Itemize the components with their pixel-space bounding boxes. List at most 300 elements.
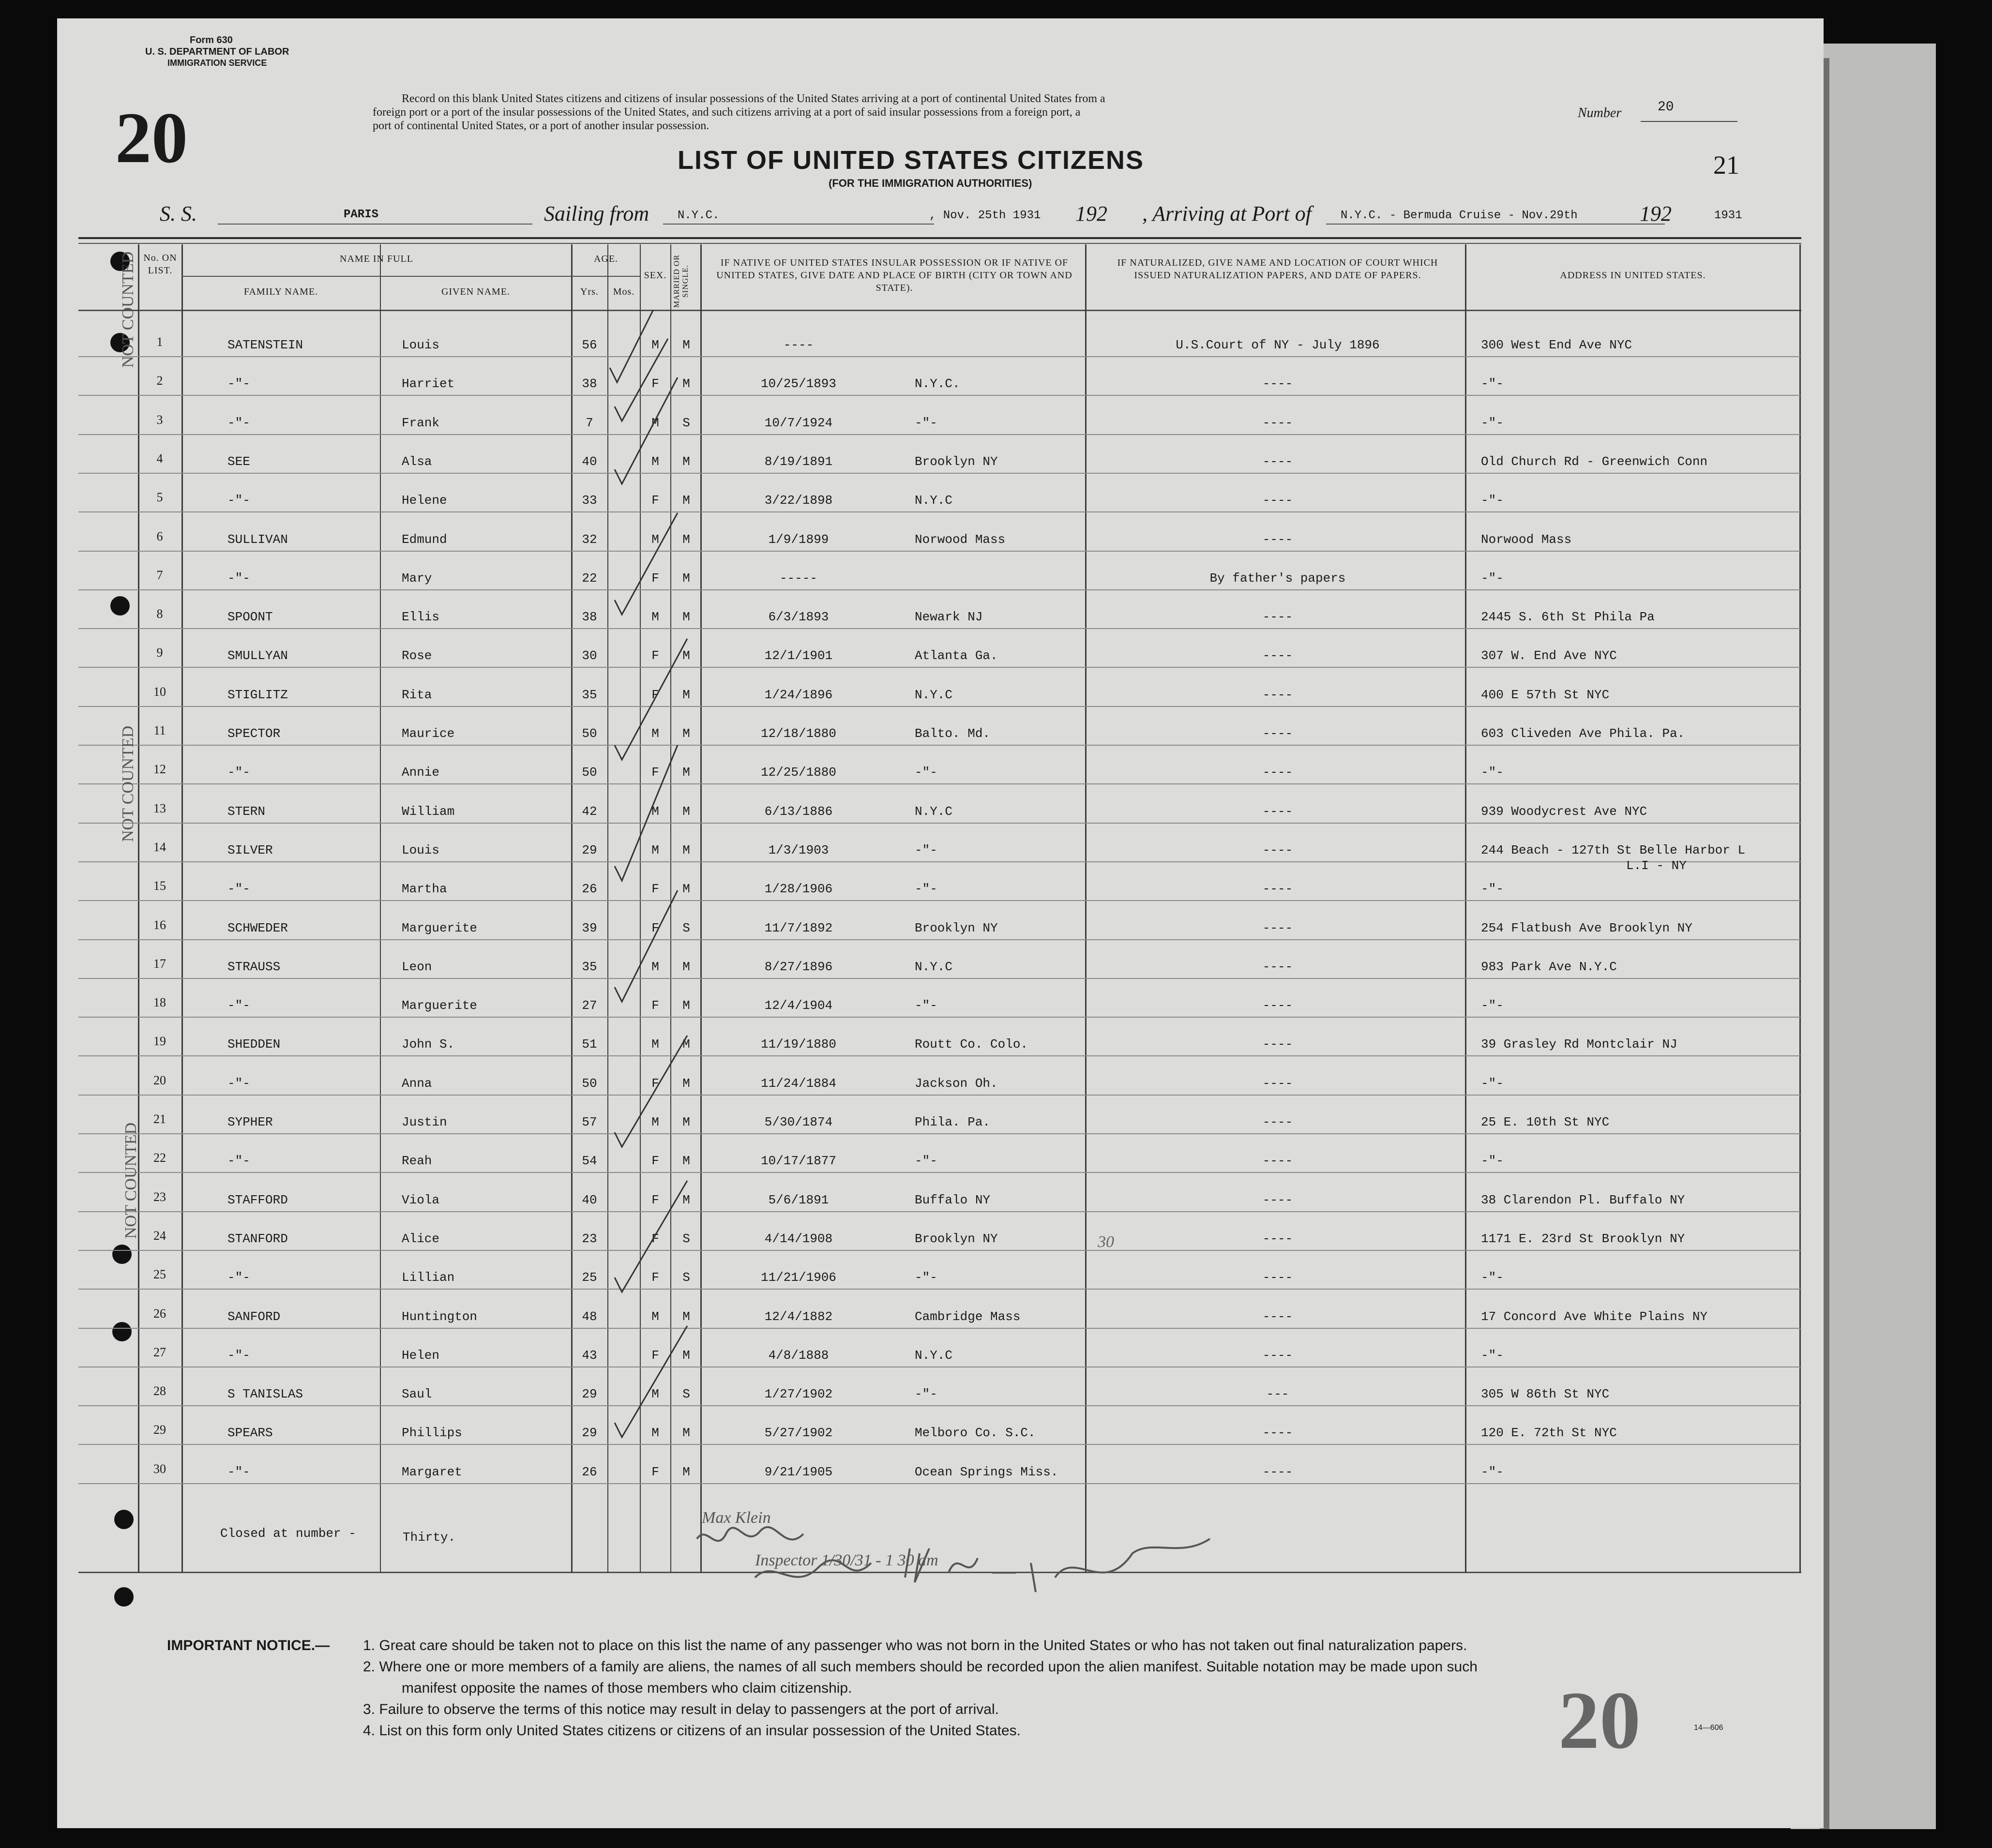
cell-row-number: 12 [153,762,166,777]
cell-naturalization: ---- [1262,454,1293,469]
cell-naturalization: ---- [1262,1426,1293,1441]
cell-age-years: 38 [582,376,597,391]
cell-age-years: 40 [582,454,597,469]
cell-birth-date: 1/28/1906 [764,882,833,897]
cell-sex: M [651,1387,659,1402]
cell-sex: M [651,1309,659,1324]
cell-sex: F [651,571,659,586]
inspector-text: Inspector 1/30/31 - 1 30 am [755,1551,938,1569]
cell-marital-status: S [682,1231,690,1246]
cell-family-name: SILVER [227,842,273,857]
cell-address: -"- [1481,493,1504,508]
cell-sex: F [651,765,659,780]
cell-row-number: 23 [153,1189,166,1204]
sailing-label: Sailing from [544,202,649,225]
cell-birth-place: N.Y.C [915,687,953,702]
header-birth: IF NATIVE OF UNITED STATES INSULAR POSSESSION OR IF NATIVE OF UNITED STATES, GIVE DATE AND PLACE OF BIRTH (CITY OR TOWN AND STATE). [716,257,1072,293]
cell-age-years: 51 [582,1037,597,1052]
row-rule [78,667,1801,668]
cell-given-name: Annie [402,765,440,780]
cell-row-number: 3 [156,412,163,427]
cell-marital-status: S [682,415,690,430]
row-rule [78,1444,1801,1445]
arriving-port: N.Y.C. - Bermuda Cruise - Nov.29th [1341,209,1578,222]
cell-family-name: SMULLYAN [227,648,288,663]
cell-age-years: 35 [582,959,597,974]
footer-stamp-number: 20 [1558,1675,1641,1766]
cell-address: -"- [1481,1154,1504,1169]
cell-address: -"- [1481,882,1504,897]
cell-given-name: Louis [402,338,440,352]
cell-given-name: Rose [402,648,432,663]
cell-birth-date: 11/7/1892 [764,920,833,935]
row-rule [78,978,1801,979]
row-rule [78,1250,1801,1251]
arriving-year: 1931 [1714,209,1742,222]
signature-text: Max Klein [702,1509,771,1527]
row-rule [78,1055,1801,1056]
cell-row-number: 14 [153,840,166,854]
cell-address: 603 Cliveden Ave Phila. Pa. [1481,726,1685,741]
cell-marital-status: M [682,842,690,857]
cell-birth-date: 5/27/1902 [764,1426,833,1441]
cell-family-name: -"- [227,1464,250,1479]
ss-label: S. S. [160,202,197,225]
cell-sex: F [651,493,659,508]
cell-marital-status: M [682,726,690,741]
cell-age-years: 27 [582,998,597,1013]
cell-marital-status: M [682,959,690,974]
cell-birth-place: Melboro Co. S.C. [915,1426,1036,1441]
cell-sex: M [651,726,659,741]
page-title: LIST OF UNITED STATES CITIZENS [678,146,1144,175]
cell-row-number: 16 [153,917,166,932]
cell-age-years: 30 [582,648,597,663]
cell-given-name: Phillips [402,1426,462,1441]
cell-age-years: 32 [582,532,597,547]
cell-address: 939 Woodycrest Ave NYC [1481,804,1647,819]
cell-marital-status: M [682,1309,690,1324]
cell-age-years: 57 [582,1115,597,1129]
cell-birth-place: -"- [915,842,937,857]
cell-naturalization: ---- [1262,842,1293,857]
cell-birth-date: 1/9/1899 [768,532,829,547]
ship-name: PARIS [344,208,379,221]
cell-address: -"- [1481,765,1504,780]
header-bottom-border [78,310,1801,311]
cell-birth-date: 12/25/1880 [760,765,837,780]
cell-marital-status: S [682,1270,690,1285]
row-rule [78,1211,1801,1212]
punch-hole [114,1510,134,1529]
cell-given-name: Justin [402,1115,447,1129]
cell-family-name: STIGLITZ [227,687,288,702]
punch-hole [110,596,130,616]
cell-row-number: 29 [153,1423,166,1437]
cell-age-years: 35 [582,687,597,702]
year-label: 192 [1075,202,1107,225]
cell-birth-date: 11/21/1906 [760,1270,837,1285]
row-rule [78,1328,1801,1329]
col-line [1085,244,1087,1573]
cell-given-name: William [402,804,455,819]
cell-address: 2445 S. 6th St Phila Pa [1481,610,1655,625]
cell-sex: M [651,842,659,857]
arriving-underline [1326,224,1665,225]
cell-marital-status: M [682,765,690,780]
cell-birth-date: 12/4/1882 [764,1309,833,1324]
cell-marital-status: M [682,1154,690,1169]
cell-address: Old Church Rd - Greenwich Conn [1481,454,1708,469]
cell-given-name: Mary [402,571,432,586]
header-yrs: Yrs. [580,286,599,297]
cell-age-years: 22 [582,571,597,586]
header-given-name: GIVEN NAME. [441,286,511,297]
cell-address: 120 E. 72th St NYC [1481,1426,1617,1441]
cell-family-name: SPOONT [227,610,273,625]
cell-marital-status: M [682,454,690,469]
cell-sex: F [651,1076,659,1091]
cell-marital-status: M [682,882,690,897]
cell-marital-status: M [682,338,690,352]
punch-hole [112,1322,132,1341]
cell-sex: M [651,959,659,974]
cell-naturalization: ---- [1262,376,1293,391]
cell-naturalization: ---- [1262,493,1293,508]
cell-family-name: -"- [227,882,250,897]
cell-age-years: 50 [582,765,597,780]
header-sex: SEX. [644,270,667,281]
punch-hole [114,1587,134,1607]
cell-family-name: SEE [227,454,250,469]
cell-naturalization: U.S.Court of NY - July 1896 [1176,338,1380,352]
cell-naturalization: ---- [1262,959,1293,974]
cell-age-years: 39 [582,920,597,935]
cell-family-name: S TANISLAS [227,1387,303,1402]
cell-address: -"- [1481,998,1504,1013]
sailing-from: N.Y.C. [678,209,720,222]
cell-marital-status: S [682,1387,690,1402]
cell-sex: F [651,1231,659,1246]
col-line [571,244,573,1573]
cell-address-continued: L.I - NY [1626,858,1687,873]
cell-sex: F [651,687,659,702]
cell-given-name: Helene [402,493,447,508]
cell-naturalization: ---- [1262,882,1293,897]
cell-given-name: Lillian [402,1270,455,1285]
cell-age-years: 25 [582,1270,597,1285]
cell-birth-date: 5/30/1874 [764,1115,833,1129]
cell-age-years: 40 [582,1192,597,1207]
cell-birth-place: N.Y.C [915,493,953,508]
cell-given-name: Viola [402,1192,440,1207]
cell-birth-date: 8/19/1891 [764,454,833,469]
header-address: ADDRESS IN UNITED STATES. [1560,270,1706,281]
cell-family-name: -"- [227,571,250,586]
cell-marital-status: M [682,493,690,508]
arriving-label: , Arriving at Port of [1142,202,1312,225]
cell-sex: M [651,1037,659,1052]
row-rule [78,823,1801,824]
cell-birth-date: 5/6/1891 [768,1192,829,1207]
cell-birth-place: N.Y.C [915,804,953,819]
cell-sex: M [651,804,659,819]
cell-birth-date: 3/22/1898 [764,493,833,508]
cell-birth-date: 12/1/1901 [764,648,833,663]
cell-address: -"- [1481,571,1504,586]
number-label: Number [1578,105,1622,120]
cell-sex: F [651,1154,659,1169]
cell-given-name: Marguerite [402,998,478,1013]
cell-family-name: -"- [227,765,250,780]
cell-naturalization: ---- [1262,1115,1293,1129]
cell-row-number: 7 [156,568,163,582]
cell-birth-date: 1/3/1903 [768,842,829,857]
cell-age-years: 38 [582,610,597,625]
cell-sex: M [651,415,659,430]
cell-row-number: 5 [156,490,163,505]
row-rule [78,1483,1801,1484]
cell-birth-date: 10/17/1877 [760,1154,837,1169]
notice-item-2b: manifest opposite the names of those members who claim citizenship. [402,1680,852,1696]
cell-family-name: -"- [227,1154,250,1169]
cell-age-years: 33 [582,493,597,508]
cell-given-name: Frank [402,415,440,430]
cell-row-number: 8 [156,607,163,621]
cell-sex: F [651,998,659,1013]
cell-naturalization: ---- [1262,1154,1293,1169]
cell-birth-place: Cambridge Mass [915,1309,1021,1324]
cell-birth-date: 6/3/1893 [768,610,829,625]
cell-address: 1171 E. 23rd St Brooklyn NY [1481,1231,1685,1246]
row-rule [78,628,1801,629]
not-counted-mark: NOT COUNTED [119,251,137,368]
cell-marital-status: M [682,687,690,702]
cell-age-years: 26 [582,882,597,897]
cell-naturalization: ---- [1262,1231,1293,1246]
punch-hole [112,1245,132,1264]
cell-family-name: SULLIVAN [227,532,288,547]
service: IMMIGRATION SERVICE [167,58,267,68]
cell-row-number: 4 [156,451,163,466]
cell-given-name: Marguerite [402,920,478,935]
cell-row-number: 19 [153,1034,166,1049]
cell-sex: F [651,648,659,663]
col-line [1799,244,1801,1573]
check-marks [595,310,716,1510]
cell-age-years: 50 [582,726,597,741]
not-counted-mark: NOT COUNTED [122,1122,140,1239]
cell-row-number: 6 [156,529,163,543]
row-rule [78,473,1801,474]
cell-naturalization: ---- [1262,726,1293,741]
cell-row-number: 28 [153,1384,166,1398]
row-rule [78,395,1801,396]
department: U. S. DEPARTMENT OF LABOR [145,46,289,57]
cell-given-name: Edmund [402,532,447,547]
cell-naturalization: ---- [1262,610,1293,625]
header-married-single: MARRIED OR SINGLE. [673,254,690,308]
instructions: Record on this blank United States citizens and citizens of insular possessions of the United States arriving at a port of continental United States from a foreign port or a port of the insular possessions of the United States, and such citizens arriving at a port of said insular possessions from a foreign port, a port of continental United States, or a port of another insular possession. [373,92,1105,132]
cell-given-name: Leon [402,959,432,974]
cell-marital-status: M [682,804,690,819]
col-line [1465,244,1466,1573]
ship-underline [218,224,532,225]
cell-naturalization: --- [1266,1387,1289,1402]
form-number: Form 630 [190,35,233,45]
cell-marital-status: M [682,1426,690,1441]
sailing-date: , Nov. 25th 1931 [929,209,1041,222]
row-rule [78,783,1801,784]
cell-address: -"- [1481,1464,1504,1479]
closed-at-value: Thirty. [403,1530,456,1545]
cell-sex: F [651,1348,659,1363]
cell-family-name: SPECTOR [227,726,281,741]
row-rule [78,900,1801,901]
cell-row-number: 20 [153,1073,166,1087]
cell-sex: M [651,338,659,352]
cell-naturalization: ---- [1262,532,1293,547]
table-top-border [78,237,1801,239]
cell-row-number: 22 [153,1151,166,1165]
row-rule [78,1172,1801,1173]
cell-naturalization: ---- [1262,687,1293,702]
cell-naturalization: ---- [1262,920,1293,935]
cell-family-name: -"- [227,1076,250,1091]
not-counted-mark: NOT COUNTED [119,725,137,842]
cell-row-number: 13 [153,801,166,815]
cell-given-name: Reah [402,1154,432,1169]
cell-address: -"- [1481,1076,1504,1091]
header-no: No. ON LIST. [143,253,177,276]
cell-family-name: SHEDDEN [227,1037,281,1052]
cell-age-years: 26 [582,1464,597,1479]
cell-row-number: 9 [156,646,163,660]
cell-row-number: 24 [153,1228,166,1243]
cell-family-name: STAFFORD [227,1192,288,1207]
cell-row-number: 10 [153,684,166,699]
cell-birth-place: Ocean Springs Miss. [915,1464,1058,1479]
cell-marital-status: S [682,920,690,935]
header-family-name: FAMILY NAME. [243,286,318,297]
cell-row-number: 15 [153,879,166,893]
cell-naturalization: ---- [1262,415,1293,430]
notice-heading: IMPORTANT NOTICE.— [167,1638,330,1653]
cell-given-name: Alice [402,1231,440,1246]
cell-naturalization: ---- [1262,1076,1293,1091]
cell-birth-date: 11/19/1880 [760,1037,837,1052]
cell-sex: M [651,532,659,547]
cell-address: 38 Clarendon Pl. Buffalo NY [1481,1192,1685,1207]
cell-birth-place: Brooklyn NY [915,920,998,935]
cell-given-name: Margaret [402,1464,462,1479]
cell-given-name: Anna [402,1076,432,1091]
cell-row-number: 17 [153,956,166,971]
cell-family-name: SYPHER [227,1115,273,1129]
row-rule [78,1017,1801,1018]
cell-birth-place: Phila. Pa. [915,1115,991,1129]
cell-given-name: Rita [402,687,432,702]
cell-marital-status: M [682,998,690,1013]
cell-birth-place: -"- [915,765,937,780]
cell-row-number: 1 [156,335,163,349]
cell-given-name: Huntington [402,1309,478,1324]
cell-address: -"- [1481,376,1504,391]
cell-naturalization: ---- [1262,1348,1293,1363]
cell-birth-place: Routt Co. Colo. [915,1037,1028,1052]
cell-birth-date: 9/21/1905 [764,1464,833,1479]
cell-sex: F [651,1192,659,1207]
cell-row-number: 26 [153,1306,166,1321]
cell-sex: F [651,1464,659,1479]
cell-naturalization: By father's papers [1209,571,1346,586]
row-rule [78,1095,1801,1096]
cell-family-name: SPEARS [227,1426,273,1441]
cell-family-name: -"- [227,1270,250,1285]
cell-row-number: 11 [153,723,166,737]
cell-row-number: 2 [156,374,163,388]
sailing-underline [663,224,934,225]
cell-address: 400 E 57th St NYC [1481,687,1610,702]
row-rule [78,706,1801,707]
cell-sex: F [651,882,659,897]
cell-age-years: 42 [582,804,597,819]
closed-at-label: Closed at number - [220,1526,356,1541]
row-rule [78,939,1801,940]
notice-item-2a: 2. Where one or more members of a family are aliens, the names of all such members should be recorded upon the alien manifest. Suitable notation may be made upon such [363,1659,1478,1675]
cell-sex: F [651,1270,659,1285]
cell-birth-place: N.Y.C [915,1348,953,1363]
note-30: 30 [1098,1233,1114,1251]
row-rule [78,589,1801,590]
row-rule [78,1289,1801,1290]
cell-birth-place: N.Y.C. [915,376,960,391]
cell-age-years: 29 [582,1387,597,1402]
cell-address: 39 Grasley Rd Montclair NJ [1481,1037,1677,1052]
cell-age-years: 29 [582,842,597,857]
cell-given-name: Helen [402,1348,440,1363]
cell-birth-date: 1/27/1902 [764,1387,833,1402]
cell-sex: M [651,1115,659,1129]
cell-age-years: 23 [582,1231,597,1246]
page-subtitle: (FOR THE IMMIGRATION AUTHORITIES) [829,177,1032,189]
stamp-number: 20 [115,98,188,178]
cell-family-name: -"- [227,493,250,508]
cell-birth-date: 11/24/1884 [760,1076,837,1091]
cell-birth-date: 1/24/1896 [764,687,833,702]
cell-family-name: SATENSTEIN [227,338,303,352]
age-subheader-line [571,276,640,277]
cell-birth-place: Jackson Oh. [915,1076,998,1091]
cell-given-name: Ellis [402,610,440,625]
cell-family-name: STERN [227,804,266,819]
cell-birth-date: 4/8/1888 [768,1348,829,1363]
cell-address: 305 W 86th St NYC [1481,1387,1610,1402]
cell-family-name: -"- [227,415,250,430]
row-rule [78,434,1801,435]
cell-birth-place: N.Y.C [915,959,953,974]
cell-age-years: 29 [582,1426,597,1441]
cell-birth-date: 4/14/1908 [764,1231,833,1246]
cell-address: 254 Flatbush Ave Brooklyn NY [1481,920,1692,935]
arriving-year-label: 192 [1640,202,1672,225]
cell-marital-status: M [682,648,690,663]
cell-row-number: 25 [153,1267,166,1282]
header-age: AGE. [593,254,619,264]
col-line [380,244,381,1573]
cell-address: 300 West End Ave NYC [1481,338,1632,352]
cell-given-name: Harriet [402,376,455,391]
